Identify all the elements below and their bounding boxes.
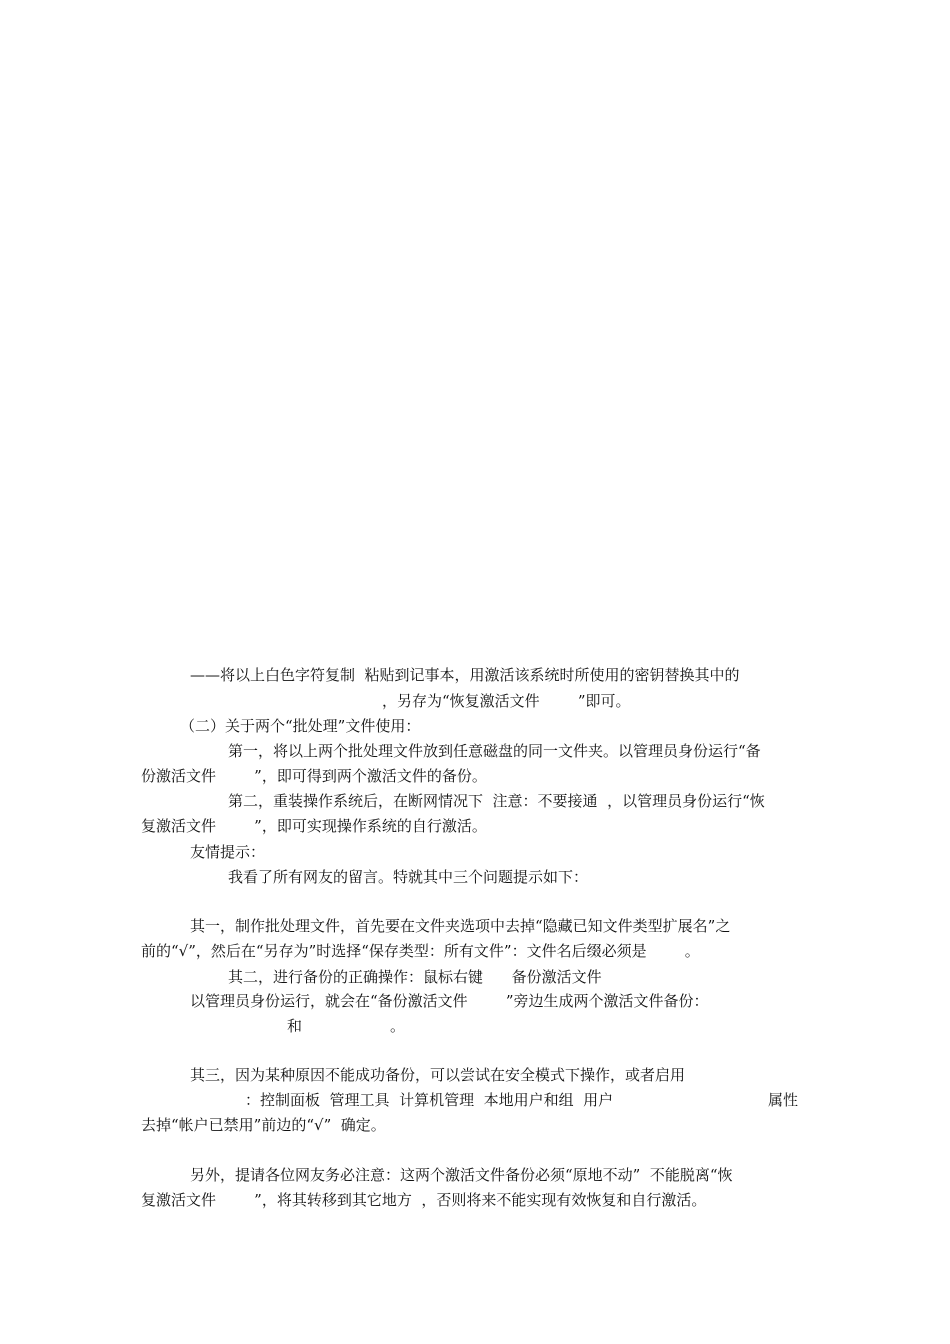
section-heading: （二）关于两个“批处理”文件使用：	[180, 717, 421, 735]
text-line: 和	[287, 1017, 303, 1035]
text-line: 我看了所有网友的留言。特就其中三个问题提示如下：	[228, 868, 589, 886]
text-line: 其三，因为某种原因不能成功备份，可以尝试在安全模式下操作，或者启用	[190, 1066, 686, 1084]
text-line: 去掉“帐户已禁用”前边的“√” 确定。	[141, 1116, 386, 1134]
text-line: 份激活文件 ”，即可得到两个激活文件的备份。	[141, 767, 487, 785]
section-heading: 友情提示：	[190, 843, 266, 861]
text-line: 另外，提请各位网友务必注意：这两个激活文件备份必须“原地不动” 不能脱离“恢	[190, 1166, 733, 1184]
text-line: 其一，制作批处理文件，首先要在文件夹选项中去掉“隐藏已知文件类型扩展名”之	[190, 917, 731, 935]
text-line: ：控制面板 管理工具 计算机管理 本地用户和组 用户	[245, 1091, 614, 1109]
text-line: 属性	[768, 1091, 799, 1109]
text-line: 前的“√”，然后在“另存为”时选择“保存类型：所有文件”：文件名后缀必须是 。	[141, 942, 700, 960]
text-line: ，另存为“恢复激活文件 ”即可。	[382, 692, 631, 710]
text-line: 复激活文件 ”，即可实现操作系统的自行激活。	[141, 817, 487, 835]
text-line: 。	[390, 1017, 406, 1035]
text-line: 以管理员身份运行，就会在“备份激活文件 ”旁边生成两个激活文件备份：	[190, 992, 709, 1010]
text-line: 其二，进行备份的正确操作：鼠标右键 备份激活文件	[228, 968, 602, 986]
text-line: 复激活文件 ”，将其转移到其它地方 ，否则将来不能实现有效恢复和自行激活。	[141, 1191, 707, 1209]
text-line: 第一，将以上两个批处理文件放到任意磁盘的同一文件夹。以管理员身份运行“备	[228, 742, 761, 760]
text-line: 第二，重装操作系统后，在断网情况下 注意：不要接通 ，以管理员身份运行“恢	[228, 792, 765, 810]
text-line: ——将以上白色字符复制 粘贴到记事本，用激活该系统时所使用的密钥替换其中的	[190, 666, 740, 684]
